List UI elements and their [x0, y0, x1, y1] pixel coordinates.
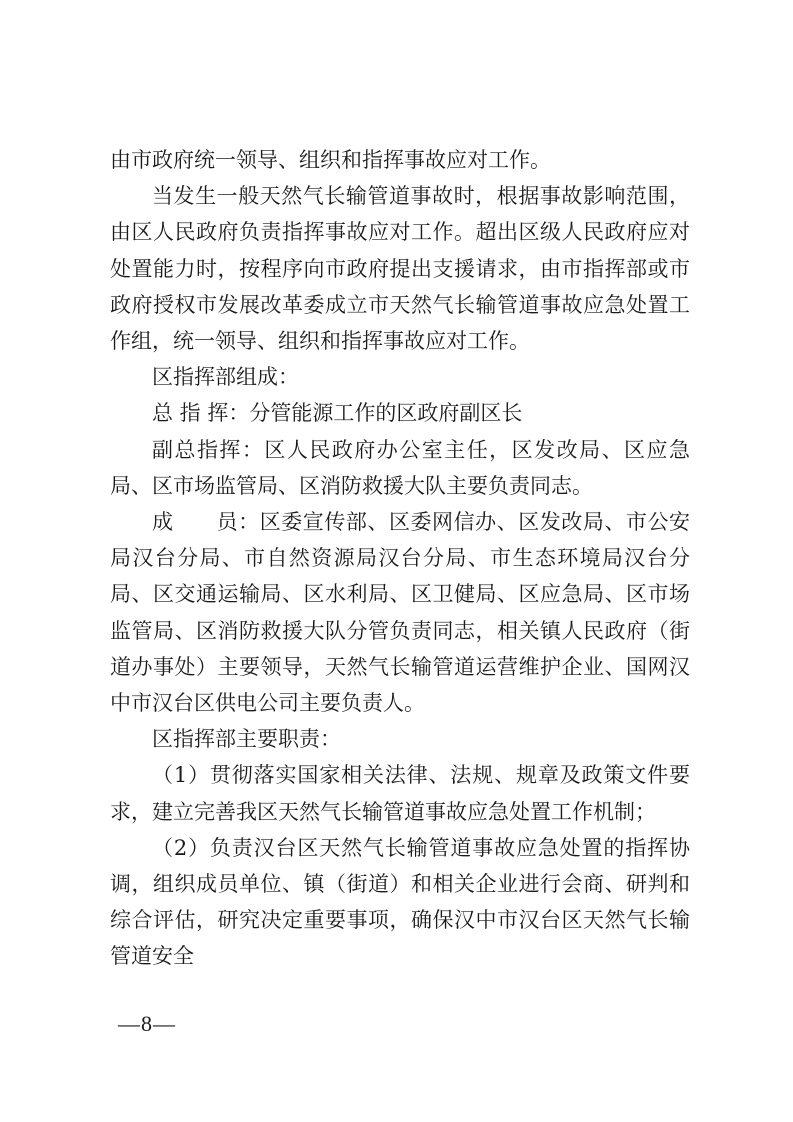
- paragraph-7: 区指挥部主要职责：: [152, 727, 341, 752]
- paragraph-8: （1）贯彻落实国家相关法律、法规、规章及政策文件要求，建立完善我区天然气长输管道事故应急处置工作机制；: [110, 763, 690, 824]
- paragraph-3: 区指挥部组成：: [152, 365, 299, 390]
- paragraph-4: 总 指 挥：分管能源工作的区政府副区长: [152, 401, 523, 426]
- body-text: [110, 142, 690, 975]
- paragraph-1: 由市政府统一领导、组织和指挥事故应对工作。: [110, 148, 551, 172]
- paragraph-2: 当发生一般天然气长输管道事故时，根据事故影响范围，由区人民政府负责指挥事故应对工作。超出区级人民政府应对处置能力时，按程序向市政府提出支援请求，由市指挥部或市政府授权市发展改革委成立市天然气长输管道事故应急处置工作组，统一领导、组织和指挥事故应对工作。: [110, 184, 690, 354]
- page-number: —8—: [118, 1011, 176, 1036]
- paragraph-5: 副总指挥：区人民政府办公室主任，区发改局、区应急局、区市场监管局、区消防救援大队主要负责同志。: [110, 437, 690, 498]
- paragraph-9: （2）负责汉台区天然气长输管道事故应急处置的指挥协调，组织成员单位、镇（街道）和相关企业进行会商、研判和综合评估，研究决定重要事项，确保汉中市汉台区天然气长输管道安全: [110, 835, 690, 969]
- paragraph-6: 成 员：区委宣传部、区委网信办、区发改局、市公安局汉台分局、市自然资源局汉台分局、市生态环境局汉台分局、区交通运输局、区水利局、区卫健局、区应急局、区市场监管局、区消防救援大队分管负责同志，相关镇人民政府（街道办事处）主要领导，天然气长输管道运营维护企业、国网汉中市汉台区供电公司主要负责人。: [110, 510, 690, 716]
